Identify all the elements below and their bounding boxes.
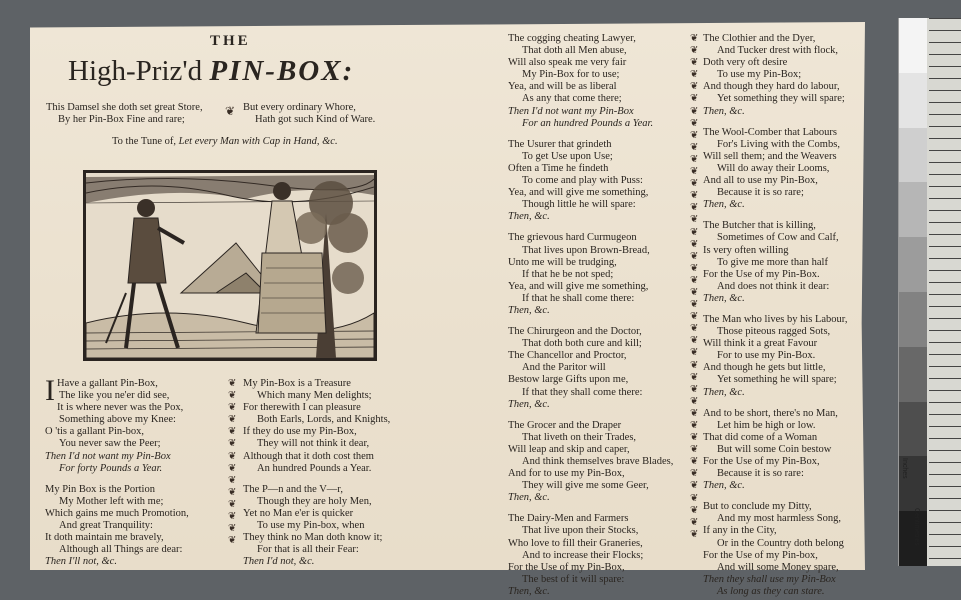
stanza-gap [508, 411, 688, 420]
verse-line: Then, &c. [508, 585, 550, 597]
verse-line: And all to use my Pin-Box, [703, 175, 818, 187]
heart-ornament-icon: ❦ [228, 450, 237, 462]
verse-line: Then I'll not, &c. [45, 556, 117, 568]
verse-line: Though little he will spare: [522, 199, 636, 211]
heart-ornament-icon: ❦ [690, 286, 699, 298]
verse-line: Let him be high or low. [717, 419, 816, 431]
heart-ornament-icon: ❦ [228, 535, 237, 547]
verse-line: For's Living with the Combs, [717, 138, 840, 150]
heart-ornament-icon: ❦ [690, 178, 699, 190]
verse-line: Then I'd not want my Pin-Box [508, 105, 634, 117]
verse-line: For the Use of my Pin-Box, [703, 456, 820, 467]
verse-line: Yet something he will spare; [717, 374, 837, 386]
verse-line: The Wool-Comber that Labours [703, 126, 837, 138]
gray-swatch [899, 237, 927, 292]
gray-swatch [899, 347, 927, 402]
gray-swatch [899, 73, 927, 128]
heart-ornament-icon: ❦ [690, 153, 699, 165]
verse-column-2 [243, 378, 443, 568]
verse-line: Often a Time he findeth [508, 162, 609, 174]
verse-line: My Mother left with me; [59, 495, 164, 507]
stanza-gap [703, 118, 863, 127]
heart-ornament-icon: ❦ [228, 378, 237, 389]
heart-ornament-icon: ❦ [690, 528, 699, 540]
verse-line: It doth maintain me bravely, [45, 532, 164, 544]
verse-line: And to be short, there's no Man, [703, 407, 838, 419]
verse-line: And though they hard do labour, [703, 81, 840, 93]
verse-line: Will leap and skip and caper, [508, 443, 630, 455]
verse-line: Yea, and will give me something, [508, 280, 649, 292]
heart-ornament-icon: ❦ [690, 202, 699, 214]
stanza-gap [508, 223, 688, 232]
verse-line: The grievous hard Curmugeon [508, 232, 637, 244]
verse-line: And will some Money spare, [717, 561, 839, 573]
verse-line: Is very often willing [703, 244, 789, 256]
verse-line: The Grocer and the Draper [508, 419, 622, 431]
verse-line: Then, &c. [703, 386, 745, 398]
verse-line: For the Use of my Pin-Box. [703, 268, 820, 280]
verse-line: Then, &c. [508, 492, 550, 504]
verse-line: Unto me will be trudging, [508, 256, 617, 268]
verse-line: Those piteous ragged Sots, [717, 326, 831, 338]
heart-ornament-icon: ❦ [690, 250, 699, 262]
verse-line: For an hundred Pounds a Year. [522, 117, 654, 129]
verse-line: That lives upon Brown-Bread, [522, 244, 650, 256]
verse-line: My Pin Box is the Portion [45, 483, 155, 495]
verse-line: For the Use of my Pin-Box, [508, 561, 625, 573]
heart-ornament-icon: ❦ [690, 238, 699, 250]
stanza-gap [508, 130, 688, 139]
verse-line: My Pin-Box for to use; [522, 69, 620, 81]
verse-line: And does not think it dear: [717, 280, 830, 292]
verse-line: The Dairy-Men and Farmers [508, 513, 629, 525]
heart-ornament-icon: ❦ [690, 45, 699, 57]
verse-line: Yet something they will spare; [717, 93, 845, 105]
verse-line: Then, &c. [508, 211, 550, 223]
heart-ornament-icon: ❦ [690, 432, 699, 444]
verse-line: Then I'd not, &c. [243, 556, 315, 568]
verse-line: If they do use my Pin-Box, [243, 426, 357, 438]
verse-line: And though he gets but little, [703, 362, 826, 374]
verse-line: That did come of a Woman [703, 431, 818, 443]
ruler-unit-inches: Inches [901, 458, 908, 479]
heart-ornament-icon: ❦ [690, 420, 699, 431]
heart-ornament-icon: ❦ [228, 511, 237, 523]
verse-line: The Clothier and the Dyer, [703, 33, 816, 44]
verse-line: That doth all Men abuse, [522, 45, 627, 57]
heart-ornament-icon: ❦ [690, 226, 699, 238]
heart-ornament-icon: ❦ [690, 311, 699, 323]
verse-line: You never saw the Peer; [59, 438, 161, 450]
verse-line: As any that come there; [522, 93, 622, 105]
verse-line: And Tucker drest with flock, [717, 45, 839, 57]
heart-ornament-icon: ❦ [690, 504, 699, 516]
verse-line: That live upon their Stocks, [522, 525, 639, 537]
verse-line: Although all Things are dear: [59, 544, 183, 556]
ruler-ticks [929, 18, 961, 566]
gray-swatch [899, 292, 927, 347]
heart-border-left [228, 378, 236, 547]
verse-line: Doth very oft desire [703, 57, 788, 69]
heart-ornament-icon: ❦ [690, 407, 699, 419]
verse-line: For that is all their Fear: [257, 544, 359, 556]
verse-line: The Usurer that grindeth [508, 138, 612, 150]
verse-line: The cogging cheating Lawyer, [508, 33, 636, 44]
verse-line: Something above my Knee: [59, 414, 176, 426]
verse-line: And my most harmless Song, [717, 513, 841, 525]
ruler-unit-centimetres: Centimetres [913, 508, 920, 546]
heart-ornament-icon: ❦ [690, 516, 699, 528]
stanza-gap [703, 305, 863, 314]
verse-line: For to use my Pin-Box. [717, 350, 816, 362]
intro-right: But every ordinary Whore, Hath got such Kind of Ware. [243, 102, 376, 125]
heart-ornament-icon: ❦ [228, 474, 237, 486]
verse-line: And the Paritor will [522, 362, 606, 374]
heart-ornament-icon: ❦ [228, 438, 237, 450]
verse-line: Bestow large Gifts upon me, [508, 374, 629, 386]
verse-line: Which gains me much Promotion, [45, 507, 189, 519]
verse-line: They think no Man doth know it; [243, 532, 383, 544]
verse-line: To come and play with Puss: [522, 175, 643, 187]
verse-line: For the Use of my Pin-box, [703, 549, 818, 561]
verse-line: But will some Coin bestow [717, 443, 832, 455]
heart-ornament-icon: ❦ [690, 129, 699, 141]
verse-line: Then, &c. [703, 480, 745, 492]
stanza-gap [45, 475, 225, 484]
heart-ornament-icon: ❦ [690, 468, 699, 480]
verse-line: Will also speak me very fair [508, 57, 627, 69]
verse-column-3 [508, 33, 688, 598]
verse-column-4 [703, 33, 863, 598]
verse-line: Because it is so rare: [717, 468, 804, 480]
heart-ornament-icon: ❦ [690, 299, 699, 311]
stanza-gap [508, 317, 688, 326]
heart-ornament-icon: ❦ [690, 371, 699, 383]
verse-line: The Chancellor and Proctor, [508, 350, 627, 362]
heart-ornament-icon: ❦ [690, 262, 699, 274]
verse-line: It is where never was the Pox, [57, 402, 184, 414]
heart-ornament-icon: ❦ [690, 395, 699, 407]
verse-line: Sometimes of Cow and Calf, [717, 232, 839, 244]
verse-line: If that they shall come there: [522, 386, 643, 398]
heart-ornament-icon: ❦ [690, 456, 699, 468]
heart-ornament-icon: ❦ [690, 93, 699, 105]
verse-line: Who love to fill their Graneries, [508, 537, 643, 549]
heart-ornament-icon: ❦ [228, 486, 237, 498]
heart-ornament-icon: ❦ [690, 444, 699, 456]
verse-line: If that he shall come there: [522, 292, 635, 304]
heart-ornament-icon: ❦ [690, 190, 699, 202]
heart-ornament-icon: ❦ [690, 323, 699, 335]
verse-line: Then, &c. [703, 292, 745, 304]
gray-swatch [899, 402, 927, 457]
verse-line: My Pin-Box is a Treasure [243, 378, 351, 389]
verse-line: If that he be not sped; [522, 268, 614, 280]
verse-line: But to conclude my Ditty, [703, 501, 812, 513]
gray-swatch [899, 182, 927, 237]
verse-line: I Have a gallant Pin-Box, [45, 374, 158, 407]
verse-line: O 'tis a gallant Pin-box, [45, 426, 145, 438]
heart-ornament-icon: ❦ [228, 414, 237, 426]
verse-line: Yea, and will give me something, [508, 187, 649, 199]
gray-swatch [899, 18, 927, 73]
verse-line: The Chirurgeon and the Doctor, [508, 326, 642, 338]
tune-line: To the Tune of, Let every Man with Cap in Hand, &c. [112, 136, 338, 147]
verse-line: Which many Men delights; [257, 390, 372, 402]
verse-line: The Butcher that is killing, [703, 220, 816, 232]
heart-ornament-icon: ❦ [690, 105, 699, 117]
verse-line: Then, &c. [508, 304, 550, 316]
heart-ornament-icon: ❦ [690, 166, 699, 178]
verse-line: Although that it doth cost them [243, 450, 374, 462]
verse-line: The like you ne'er did see, [59, 390, 170, 402]
verse-line: And great Tranquility: [59, 520, 153, 532]
heart-ornament-icon: ❦ [690, 141, 699, 153]
heart-ornament-icon: ❦ [690, 57, 699, 69]
heart-ornament-icon: ❦ [690, 347, 699, 359]
verse-line: Because it is so rare; [717, 187, 804, 199]
heart-ornament-icon: ❦ [228, 523, 237, 535]
verse-line: For forty Pounds a Year. [59, 462, 163, 474]
heart-ornament-icon: ❦ [228, 426, 237, 438]
drop-cap: I [45, 374, 55, 407]
verse-line: The P—n and the V—r, [243, 483, 343, 495]
verse-line: An hundred Pounds a Year. [257, 462, 372, 474]
heart-ornament-icon: ❦ [690, 480, 699, 492]
heart-ornament-icon: ❦ [690, 69, 699, 81]
verse-line: Yea, and will be as liberal [508, 81, 617, 93]
verse-line: Both Earls, Lords, and Knights, [257, 414, 391, 426]
verse-line: Though they are holy Men, [257, 495, 372, 507]
stanza-gap [508, 504, 688, 513]
verse-line: Will think it a great Favour [703, 338, 818, 350]
heart-ornament-icon: ❦ [690, 214, 699, 226]
verse-column-1 [45, 374, 225, 568]
verse-line: Or in the Country doth belong [717, 537, 844, 549]
ballad-title: High-Priz'd PIN-BOX: [68, 55, 355, 87]
color-scale-ruler [898, 18, 961, 566]
verse-line: They will give me some Geer, [522, 480, 649, 492]
heart-ornament-icon: ❦ [228, 390, 237, 402]
heart-ornament-icon: ❦ [690, 274, 699, 286]
verse-line: To get Use upon Use; [522, 150, 613, 162]
title-the: THE [210, 33, 251, 49]
heart-border-right [690, 33, 698, 541]
stanza-gap [703, 211, 863, 220]
verse-line: That doth both cure and kill; [522, 338, 642, 350]
verse-line: They will not think it dear, [257, 438, 370, 450]
intro-left: This Damsel she doth set great Store, By her Pin-Box Fine and rare; [46, 102, 203, 125]
heart-ornament-icon: ❦ [690, 492, 699, 504]
verse-line: That liveth on their Trades, [522, 431, 637, 443]
verse-line: And to increase their Flocks; [522, 549, 644, 561]
heart-ornament-icon: ❦ [690, 383, 699, 395]
heart-ornament-icon: ❦ [228, 402, 237, 414]
verse-line: To use my Pin-Box; [717, 69, 802, 81]
verse-line: And for to use my Pin-Box, [508, 468, 625, 480]
verse-line: Then, &c. [508, 398, 550, 410]
woodcut-illustration [83, 170, 377, 361]
heart-ornament-icon: ❦ [225, 104, 236, 118]
verse-line: To use my Pin-box, when [257, 520, 365, 532]
verse-line: Then, &c. [703, 199, 745, 211]
stanza-gap [703, 399, 863, 408]
verse-line: The Man who lives by his Labour, [703, 313, 848, 325]
verse-line: Then I'd not want my Pin-Box [45, 450, 171, 462]
verse-line: Will do away their Looms, [717, 162, 830, 174]
verse-line: If any in the City, [703, 525, 777, 537]
verse-line: As long as they can stare. [717, 585, 825, 597]
verse-line: Then they shall use my Pin-Box [703, 573, 836, 585]
heart-ornament-icon: ❦ [690, 33, 699, 44]
verse-line: The best of it will spare: [522, 573, 625, 585]
verse-line: And think themselves brave Blades, [522, 456, 674, 467]
verse-line: To give me more than half [717, 256, 828, 268]
gray-swatch [899, 128, 927, 183]
heart-ornament-icon: ❦ [690, 335, 699, 347]
verse-line: Yet no Man e'er is quicker [243, 507, 354, 519]
stanza-gap [243, 475, 443, 484]
woodcut-couple-icon [86, 173, 374, 358]
verse-line: Will sell them; and the Weavers [703, 150, 837, 162]
heart-ornament-icon: ❦ [690, 117, 699, 129]
verse-line: Then, &c. [703, 105, 745, 117]
heart-ornament-icon: ❦ [228, 498, 237, 510]
heart-ornament-icon: ❦ [690, 81, 699, 93]
heart-ornament-icon: ❦ [690, 359, 699, 371]
verse-line: For therewith I can pleasure [243, 402, 361, 414]
heart-ornament-icon: ❦ [228, 462, 237, 474]
stanza-gap [703, 492, 863, 501]
